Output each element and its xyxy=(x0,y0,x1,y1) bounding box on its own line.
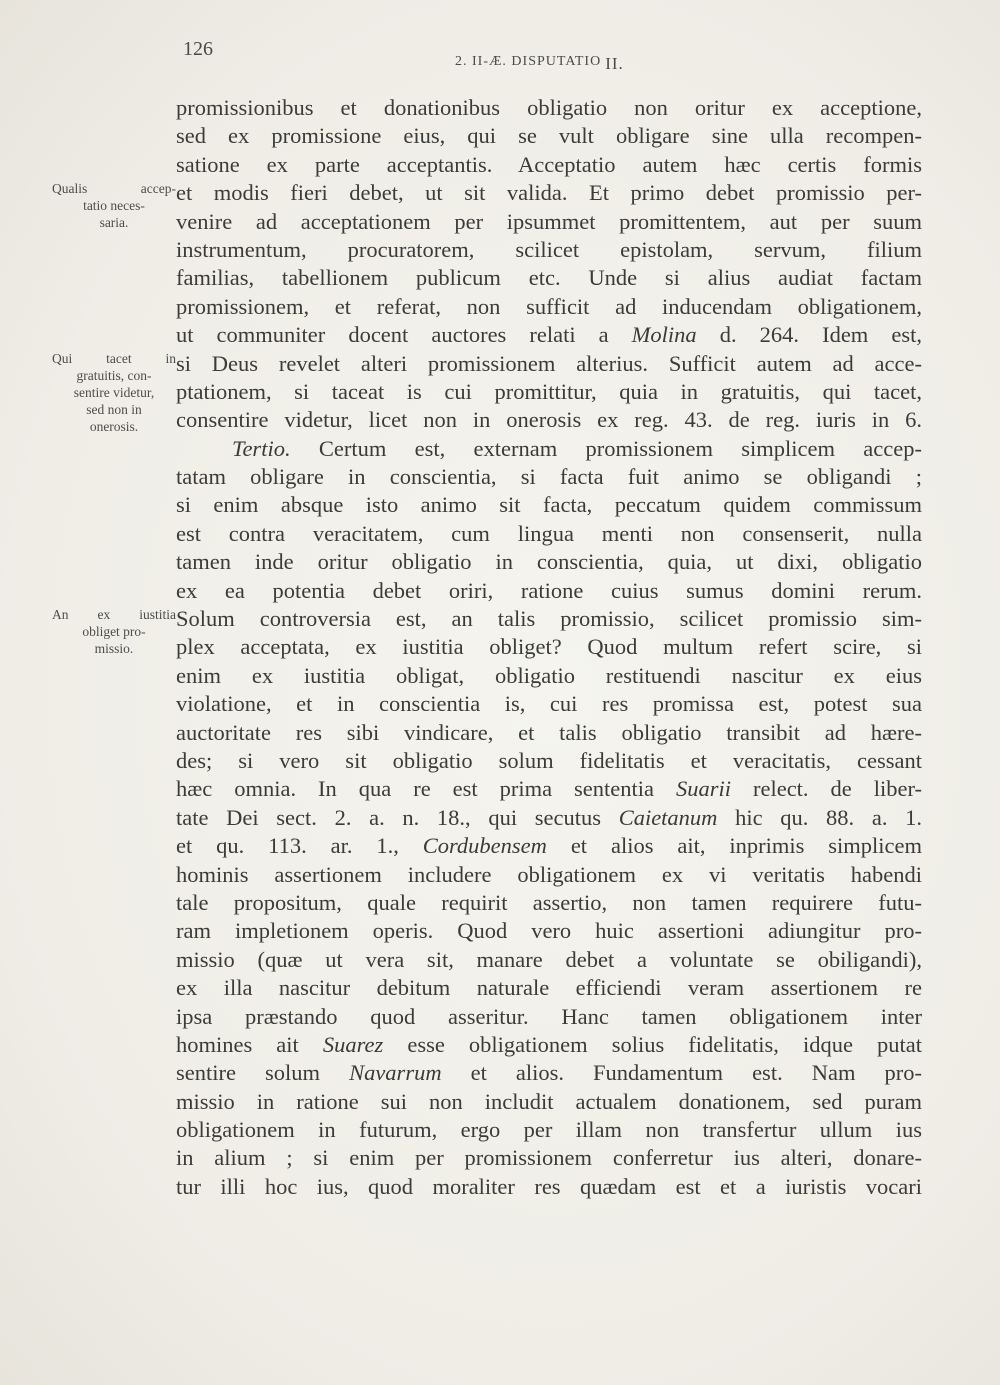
text-line xyxy=(176,662,922,690)
text-run: si enim absque isto animo sit facta, peccatum quidem commissum xyxy=(176,492,922,518)
text-run: obligationem in futurum, ergo per illam non transfertur ullum ius xyxy=(176,1117,922,1143)
text-run: venire ad acceptationem per ipsummet promittentem, aut per suum xyxy=(176,208,922,234)
text-run: si Deus revelet alteri promissionem alterius. Sufficit autem ad acce- xyxy=(176,350,922,376)
text-run: plex acceptata, ex iustitia obliget? Quod multum refert scire, si xyxy=(176,634,922,660)
text-line xyxy=(176,293,922,321)
marginal-note-line: missio. xyxy=(94,641,134,656)
text-line xyxy=(176,946,922,974)
text-run: promissionem, et referat, non sufficit ad inducendam obligationem, xyxy=(176,293,922,319)
text-run: tatam obligare in conscientia, si facta fuit animo se obligandi ; xyxy=(176,464,922,490)
text-run: missio in ratione sui non includit actualem donationem, sed puram xyxy=(176,1088,922,1114)
text-line xyxy=(176,775,922,803)
text-run: ptationem, si taceat is cui promittitur, quia in gratuitis, qui tacet, xyxy=(176,378,922,404)
text-run: tale propositum, quale requirit assertio, non tamen requirere futu- xyxy=(176,889,922,915)
text-line xyxy=(176,463,922,491)
text-run: tate Dei sect. 2. a. n. 18., qui secutus xyxy=(176,804,619,830)
text-run: ipsa præstando quod asseritur. Hanc tamen obligationem inter xyxy=(176,1003,922,1029)
text-line xyxy=(176,406,922,434)
marginal-note-line: tatio neces- xyxy=(83,198,145,213)
text-line xyxy=(176,804,922,832)
marginal-note-acceptatio xyxy=(52,180,176,231)
text-run: sentire solum xyxy=(176,1060,350,1086)
text-run: familias, tabellionem publicum etc. Unde si alius audiat factam xyxy=(176,265,922,291)
text-line xyxy=(176,719,922,747)
marginal-note-line: sed non in xyxy=(86,402,142,417)
page-number: 126 xyxy=(183,38,213,60)
text-run: hic qu. 88. a. 1. xyxy=(717,804,922,830)
text-run: ex illa nascitur debitum naturale efficiendi veram assertionem re xyxy=(176,975,922,1001)
marginal-note-iustitia xyxy=(52,606,176,657)
page-header xyxy=(0,38,1000,78)
text-line xyxy=(176,690,922,718)
text-line xyxy=(176,747,922,775)
italic-citation: Cordubensem xyxy=(422,833,547,859)
text-line xyxy=(176,861,922,889)
text-run: Certum est, externam promissionem simplicem accep- xyxy=(290,435,922,461)
marginal-note-line: obliget pro- xyxy=(82,624,146,639)
running-head xyxy=(455,50,624,73)
running-head-roman: II. xyxy=(605,54,624,73)
text-line xyxy=(176,236,922,264)
text-line xyxy=(176,1088,922,1116)
text-run: esse obligationem solius fidelitatis, idque putat xyxy=(383,1031,923,1057)
body-text xyxy=(176,94,922,1201)
text-line xyxy=(176,179,922,207)
text-run: hæc omnia. In qua re est prima sententia xyxy=(176,776,676,802)
text-run: et qu. 113. ar. 1., xyxy=(176,833,423,859)
marginal-note-line: onerosis. xyxy=(89,419,139,434)
text-line xyxy=(176,520,922,548)
text-run: ex ea potentia debet oriri, ratione cuius sumus domini rerum. xyxy=(176,577,922,603)
text-run: violatione, et in conscientia is, cui res promissa est, potest sua xyxy=(176,691,922,717)
text-line xyxy=(176,974,922,1002)
text-run: in alium ; si enim per promissionem conferretur ius alteri, donare- xyxy=(176,1145,922,1171)
text-line xyxy=(176,1059,922,1087)
italic-citation: Navarrum xyxy=(349,1060,442,1086)
text-line xyxy=(176,151,922,179)
text-line xyxy=(176,208,922,236)
marginal-note-line: saria. xyxy=(99,215,129,230)
text-run: homines ait xyxy=(176,1031,323,1057)
text-run: tamen inde oritur obligatio in conscientia, quia, ut dixi, obligatio xyxy=(176,549,922,575)
text-run: ram impletionem operis. Quod vero huic assertioni adiungitur pro- xyxy=(176,918,922,944)
text-line xyxy=(176,1003,922,1031)
text-line xyxy=(176,122,922,150)
marginal-note-line: Qualis accep- xyxy=(52,181,176,196)
text-line xyxy=(176,435,922,463)
text-run: ut communiter docent auctores relati a xyxy=(176,322,632,348)
text-line xyxy=(176,1173,922,1201)
text-run: enim ex iustitia obligat, obligatio restituendi nascitur ex eius xyxy=(176,662,922,688)
text-run: et alios ait, inprimis simplicem xyxy=(546,833,922,859)
text-run: auctoritate res sibi vindicare, et talis obligatio transibit ad hære- xyxy=(176,719,922,745)
text-line xyxy=(176,832,922,860)
text-line xyxy=(176,350,922,378)
text-run: promissionibus et donationibus obligatio non oritur ex acceptione, xyxy=(176,95,922,120)
text-run: instrumentum, procuratorem, scilicet epistolam, servum, filium xyxy=(176,236,922,262)
text-line xyxy=(176,633,922,661)
text-line xyxy=(176,1031,922,1059)
text-line xyxy=(176,264,922,292)
text-line xyxy=(176,1144,922,1172)
text-line xyxy=(176,917,922,945)
text-run: hominis assertionem includere obligationem ex vi veritatis habendi xyxy=(176,861,922,887)
marginal-note-line: An ex iustitia xyxy=(52,607,176,622)
italic-citation: Suarez xyxy=(322,1031,384,1057)
running-head-title: 2. II-Æ. DISPUTATIO xyxy=(455,54,602,69)
text-run: relect. de liber- xyxy=(731,776,923,802)
text-run: et alios. Fundamentum est. Nam pro- xyxy=(441,1060,922,1086)
text-run: d. 264. Idem est, xyxy=(696,322,922,348)
text-line xyxy=(176,94,922,122)
italic-citation: Molina xyxy=(631,322,697,348)
text-run: tur illi hoc ius, quod moraliter res quædam est et a iuristis vocari xyxy=(176,1173,922,1199)
text-line xyxy=(176,889,922,917)
text-run: est contra veracitatem, cum lingua menti non consenserit, nulla xyxy=(176,520,922,546)
marginal-note-qui-tacet xyxy=(52,350,176,435)
text-line xyxy=(176,491,922,519)
text-run: des; si vero sit obligatio solum fidelitatis et veracitatis, cessant xyxy=(176,747,922,773)
text-line xyxy=(176,548,922,576)
text-line xyxy=(176,1116,922,1144)
marginal-note-line: sentire videtur, xyxy=(73,385,155,400)
italic-citation: Tertio. xyxy=(232,435,291,461)
text-run: consentire videtur, licet non in onerosis ex reg. 43. de reg. iuris in 6. xyxy=(176,407,922,433)
italic-citation: Caietanum xyxy=(618,804,718,830)
italic-citation: Suarii xyxy=(676,776,732,802)
marginal-note-line: gratuitis, con- xyxy=(76,368,152,383)
text-run: et modis fieri debet, ut sit valida. Et primo debet promissio per- xyxy=(176,180,922,206)
text-run: missio (quæ ut vera sit, manare debet a voluntate se obiligandi), xyxy=(176,946,922,972)
marginal-note-line: Qui tacet in xyxy=(52,351,176,366)
text-run: sed ex promissione eius, qui se vult obligare sine ulla recompen- xyxy=(176,123,922,149)
text-line xyxy=(176,605,922,633)
text-run: Solum controversia est, an talis promissio, scilicet promissio sim- xyxy=(176,606,922,632)
text-line xyxy=(176,378,922,406)
text-line xyxy=(176,321,922,349)
text-line xyxy=(176,577,922,605)
text-run: satione ex parte acceptantis. Acceptatio autem hæc certis formis xyxy=(176,151,922,177)
